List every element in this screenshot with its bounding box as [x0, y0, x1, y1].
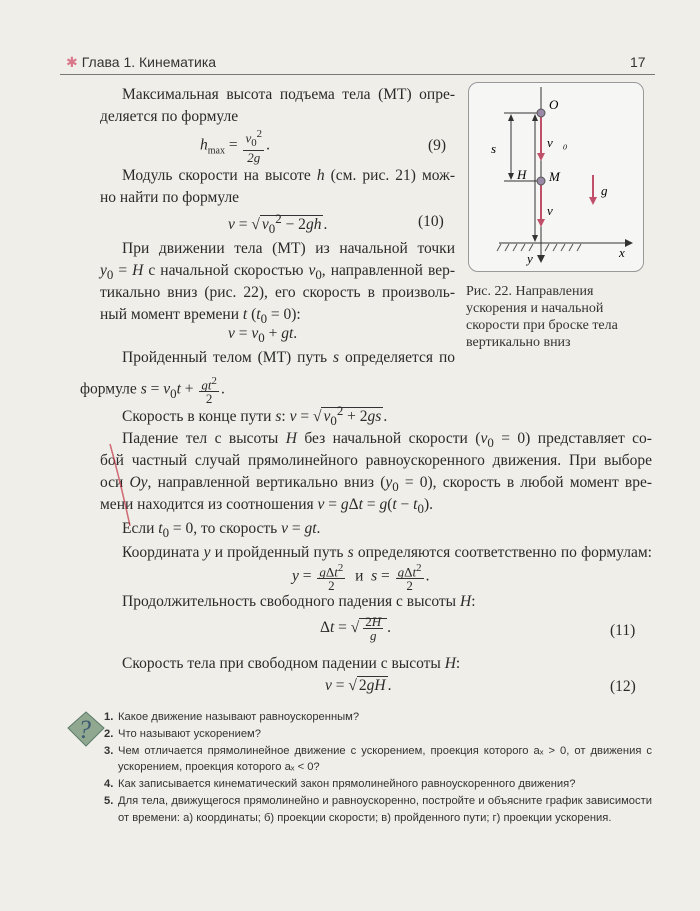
- text-line: Падение тел с высоты H без начальной скорости $(v_0 = 0)$ представляет со-: [122, 430, 652, 451]
- question-item: 1. Какое движение называют равноускоренным?: [104, 711, 360, 723]
- falling-body-diagram: [469, 83, 643, 271]
- text-line: $y_0 = H$ с начальной скоростью $v_0$, направленной вер-: [100, 262, 455, 283]
- formula-velocity: $v = v_0$ + gt.: [228, 325, 298, 346]
- label-s: s: [491, 141, 497, 156]
- formula-11: Δt = √ $\frac{2H}{g}$ .: [320, 614, 392, 643]
- label-y: y: [527, 251, 533, 266]
- text-line: Максимальная высота подъема тела (МТ) опре-: [122, 86, 455, 103]
- label-v: v⃗: [547, 203, 563, 218]
- svg-text:?: ?: [78, 715, 91, 744]
- question-item: 5. Для тела, движущегося прямолинейно и равноускоренно, постройте и объясните график зависимости от времени: а) координаты; б) проекции скорости; в) пройденного пути; г) проекции ускорения.: [104, 794, 652, 824]
- question-item: 2. Что называют ускорением?: [104, 727, 261, 740]
- review-questions: [104, 709, 652, 827]
- text-line: При движении тела (МТ) из начальной точки: [122, 240, 455, 257]
- text-line: Модуль скорости на высоте h (см. рис. 21) мож-: [122, 167, 456, 184]
- bullet-icon: ✱: [66, 54, 78, 70]
- text-line: Координата y и пройденный путь s определяются соответственно по формулам:: [122, 544, 652, 561]
- chapter-title: Глава 1. Кинематика: [81, 54, 217, 70]
- label-M: M: [549, 169, 560, 184]
- text-line: деляется по формуле: [100, 108, 239, 125]
- formula-12: v = √ 2gH .: [325, 677, 392, 694]
- text-line: ный момент времени t $(t_0 = 0)$:: [100, 306, 301, 327]
- label-H: H: [517, 167, 527, 182]
- label-x: x: [619, 245, 625, 260]
- text-line: мени находится из соотношения $v = g\Delta t = g(t - t_0)$.: [100, 496, 433, 517]
- text-line: оси Oy, направленной вертикально вниз $(y_0 = 0)$, скорость в любой момент вре-: [100, 474, 652, 495]
- text-line: Скорость в конце пути s: v = √ $v_0^2 + 2gs$ .: [122, 403, 388, 429]
- label-O: O: [549, 97, 559, 112]
- formula-free-fall: y = $\frac{g\Delta t^2}{2}$ и s = $\frac{g\Delta t^2}{2}$ .: [292, 562, 430, 594]
- equation-number: (12): [610, 678, 636, 695]
- pen-mark: [106, 440, 136, 530]
- header-rule: [60, 74, 655, 75]
- text-line: бой частный случай прямолинейного равноускоренного движения. При выборе: [100, 452, 652, 469]
- figure-22: [468, 82, 644, 272]
- question-mark-icon: [64, 706, 108, 750]
- page-number: 17: [630, 54, 646, 70]
- text-line: Скорость тела при свободном падении с высоты H:: [122, 655, 461, 672]
- formula-9: $h_{max}$ = $\frac{v_0^2}{2g}$ .: [200, 128, 270, 165]
- chapter-header: [66, 54, 216, 71]
- question-item: 3. Чем отличается прямолинейное движение с ускорением, проекция которого aₓ > 0, от движения с ускорением, проекция которого aₓ < 0?: [104, 744, 652, 774]
- question-item: 4. Как записывается кинематический закон прямолинейного равноускоренного движения?: [104, 778, 576, 791]
- label-v0: v⃗₀: [547, 135, 568, 150]
- text-line: тикально вниз (рис. 22), его скорость в произволь-: [100, 284, 455, 301]
- equation-number: (9): [428, 137, 447, 154]
- text-line: Пройденный телом (МТ) путь s определяется по: [122, 349, 456, 366]
- equation-number: (11): [610, 622, 636, 639]
- formula-10: v = √ $v_0^2 - 2gh$ .: [228, 211, 328, 237]
- text-line: формуле $s = v_0t$ + $\frac{gt^2}{2}$ .: [80, 375, 225, 407]
- text-line: Если $t_0 = 0$, то скорость v = gt.: [122, 520, 321, 541]
- equation-number: (10): [418, 213, 444, 230]
- label-g: g⃗: [601, 183, 618, 198]
- text-line: Продолжительность свободного падения с высоты H:: [122, 593, 476, 610]
- text-line: но найти по формуле: [100, 189, 240, 206]
- figure-caption: Рис. 22. Направления ускорения и начальной скорости при броске тела вертикально вниз: [466, 284, 618, 350]
